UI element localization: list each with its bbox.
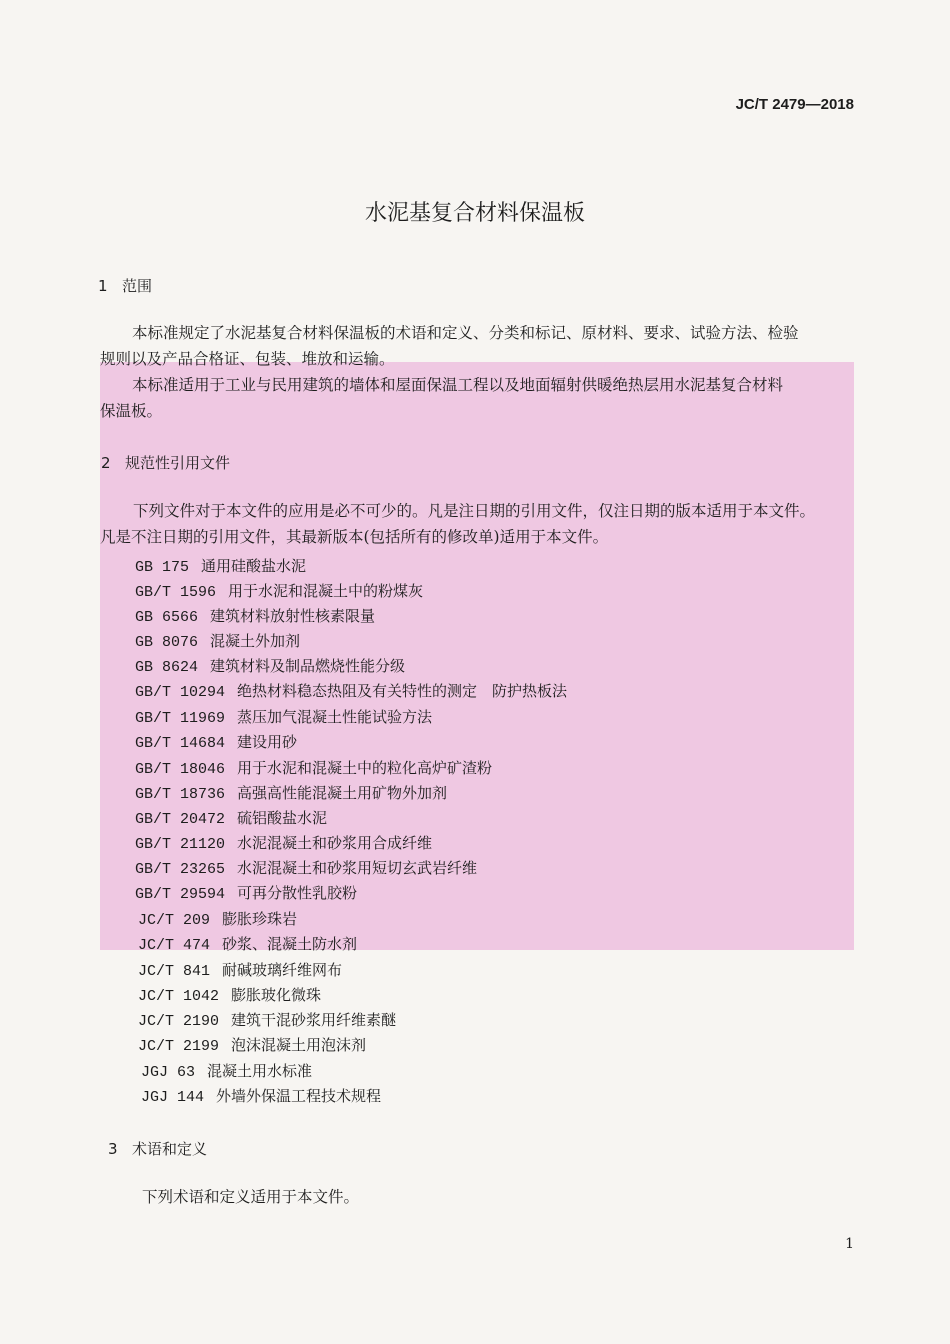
reference-code: GB/T 11969 — [135, 710, 226, 727]
reference-code: GB/T 18046 — [135, 761, 226, 778]
reference-title: 水泥混凝土和砂浆用短切玄武岩纤维 — [237, 859, 478, 877]
reference-title: 高强高性能混凝土用矿物外加剂 — [237, 784, 448, 802]
reference-code: GB/T 20472 — [135, 811, 226, 828]
reference-item — [135, 555, 306, 576]
reference-code: GB/T 29594 — [135, 886, 226, 903]
paragraph: 下列术语和定义适用于本文件。 — [142, 1188, 360, 1206]
reference-item — [135, 655, 405, 676]
reference-title: 混凝土外加剂 — [210, 632, 301, 650]
reference-code: GB 8624 — [135, 659, 199, 676]
reference-item — [135, 706, 432, 727]
reference-title: 建设用砂 — [237, 733, 298, 751]
reference-item — [135, 807, 327, 828]
reference-title: 建筑材料及制品燃烧性能分级 — [210, 657, 406, 675]
reference-title: 建筑材料放射性核素限量 — [210, 607, 376, 625]
page-number: 1 — [845, 1236, 854, 1252]
reference-code: GB 8076 — [135, 634, 199, 651]
section-title: 术语和定义 — [132, 1140, 208, 1158]
reference-code: GB 175 — [135, 559, 190, 576]
paragraph: 下列文件对于本文件的应用是必不可少的。凡是注日期的引用文件，仅注日期的版本适用于本文件。 — [133, 502, 816, 520]
reference-code: JC/T 2199 — [138, 1038, 220, 1055]
reference-item — [141, 1085, 381, 1106]
reference-code: JC/T 841 — [138, 963, 211, 980]
reference-code: JC/T 474 — [138, 937, 211, 954]
reference-title: 耐碱玻璃纤维网布 — [222, 961, 343, 979]
reference-code: JGJ 63 — [141, 1064, 196, 1081]
reference-item — [138, 1009, 396, 1030]
reference-item — [141, 1060, 312, 1081]
reference-item — [135, 580, 423, 601]
reference-title: 绝热材料稳态热阻及有关特性的测定 防护热板法 — [237, 682, 568, 700]
reference-title: 用于水泥和混凝土中的粉煤灰 — [228, 582, 424, 600]
reference-title: 蒸压加气混凝土性能试验方法 — [237, 708, 433, 726]
reference-code: GB/T 1596 — [135, 584, 217, 601]
section-number: 1 — [98, 277, 108, 295]
reference-item — [135, 757, 492, 778]
document-title: 水泥基复合材料保温板 — [364, 201, 585, 226]
reference-item — [135, 731, 297, 752]
reference-item — [138, 1034, 366, 1055]
reference-title: 膨胀玻化微珠 — [231, 986, 322, 1004]
reference-code: JGJ 144 — [141, 1089, 205, 1106]
reference-title: 通用硅酸盐水泥 — [201, 557, 307, 575]
reference-code: GB/T 23265 — [135, 861, 226, 878]
reference-title: 混凝土用水标准 — [207, 1062, 313, 1080]
section-title: 规范性引用文件 — [125, 454, 231, 472]
reference-item — [135, 605, 375, 626]
reference-code: JC/T 209 — [138, 912, 211, 929]
standard-code: JC/T 2479—2018 — [735, 96, 854, 113]
paragraph: 本标准规定了水泥基复合材料保温板的术语和定义、分类和标记、原材料、要求、试验方法、检验 — [132, 324, 799, 342]
reference-title: 用于水泥和混凝土中的粒化高炉矿渣粉 — [237, 759, 493, 777]
reference-title: 泡沫混凝土用泡沫剂 — [231, 1036, 367, 1054]
paragraph: 本标准适用于工业与民用建筑的墙体和屋面保温工程以及地面辐射供暖绝热层用水泥基复合材料 — [132, 376, 784, 394]
reference-code: JC/T 1042 — [138, 988, 220, 1005]
reference-item — [135, 882, 357, 903]
reference-title: 硫铝酸盐水泥 — [237, 809, 328, 827]
paragraph: 保温板。 — [100, 402, 163, 420]
reference-title: 水泥混凝土和砂浆用合成纤维 — [237, 834, 433, 852]
section-title: 范围 — [122, 277, 153, 295]
section-number: 3 — [108, 1140, 118, 1158]
reference-title: 可再分散性乳胶粉 — [237, 884, 358, 902]
reference-item — [135, 832, 432, 853]
reference-item — [138, 908, 297, 929]
section-3-heading — [108, 1138, 207, 1159]
reference-item — [138, 984, 321, 1005]
reference-item — [135, 782, 447, 803]
section-1-heading — [98, 275, 152, 296]
reference-code: GB/T 18736 — [135, 786, 226, 803]
reference-item — [135, 630, 300, 651]
section-2-heading — [101, 452, 230, 473]
reference-item — [135, 857, 477, 878]
reference-code: GB/T 10294 — [135, 684, 226, 701]
reference-code: GB/T 14684 — [135, 735, 226, 752]
reference-title: 建筑干混砂浆用纤维素醚 — [231, 1011, 397, 1029]
paragraph: 凡是不注日期的引用文件，其最新版本(包括所有的修改单)适用于本文件。 — [100, 528, 609, 546]
reference-code: GB/T 21120 — [135, 836, 226, 853]
section-number: 2 — [101, 454, 111, 472]
reference-code: JC/T 2190 — [138, 1013, 220, 1030]
reference-item — [138, 959, 342, 980]
paragraph: 规则以及产品合格证、包装、堆放和运输。 — [100, 350, 395, 368]
reference-title: 砂浆、混凝土防水剂 — [222, 935, 358, 953]
reference-title: 外墙外保温工程技术规程 — [216, 1087, 382, 1105]
reference-title: 膨胀珍珠岩 — [222, 910, 298, 928]
reference-code: GB 6566 — [135, 609, 199, 626]
reference-item — [138, 933, 357, 954]
reference-item — [135, 680, 567, 701]
